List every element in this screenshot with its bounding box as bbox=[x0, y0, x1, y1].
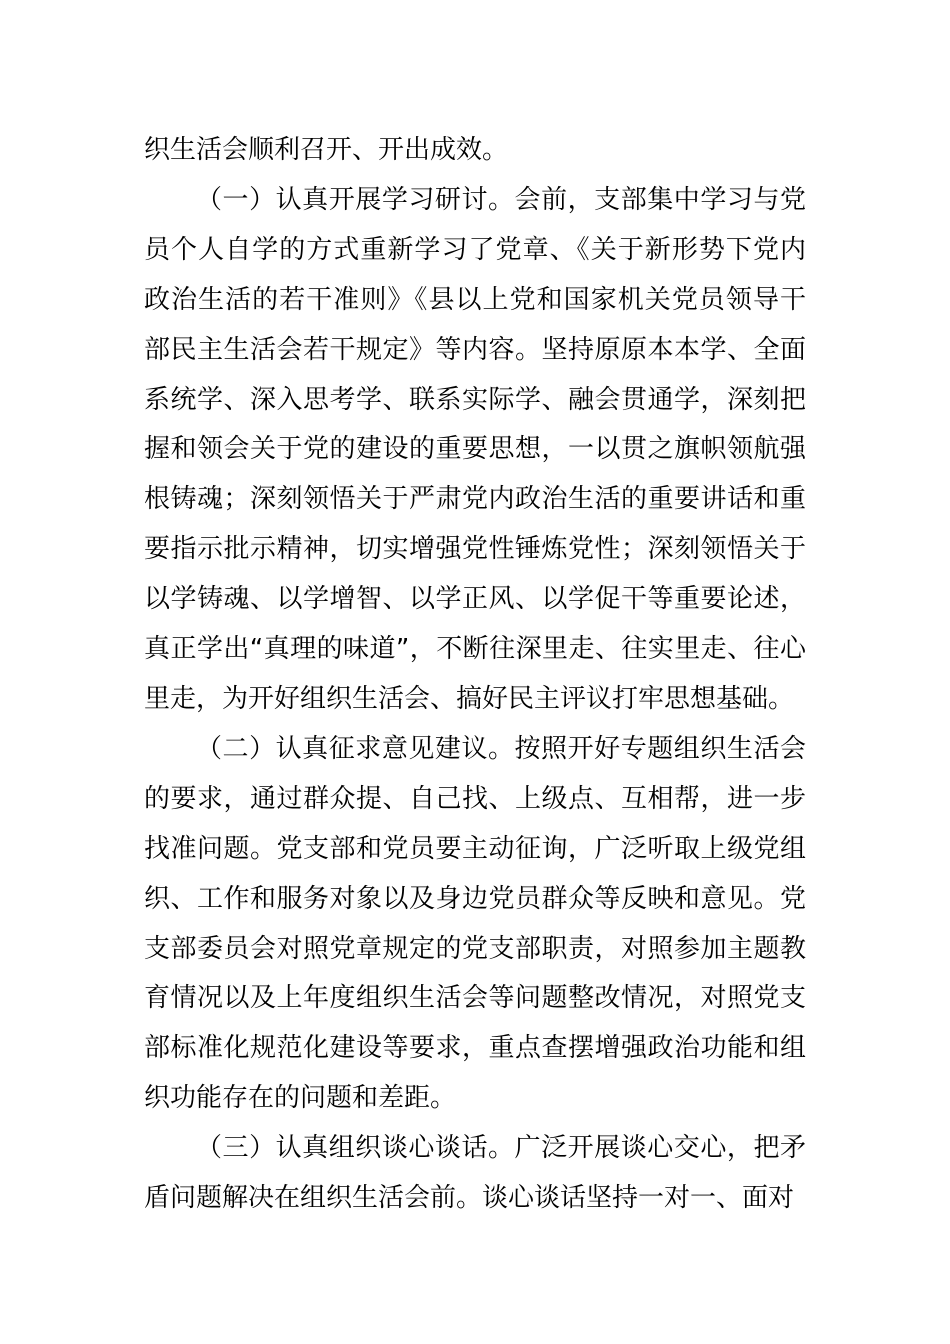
document-body bbox=[144, 126, 806, 1224]
paragraph-heart-to-heart-talks: （三）认真组织谈心谈话。广泛开展谈心交心，把矛盾问题解决在组织生活会前。谈心谈话坚持一对一、面对 bbox=[144, 1133, 806, 1214]
paragraph-solicit-opinions: （二）认真征求意见建议。按照开好专题组织生活会的要求，通过群众提、自己找、上级点、互相帮，进一步找准问题。党支部和党员要主动征询，广泛听取上级党组织、工作和服务对象以及身边党员群众等反映和意见。党支部委员会对照党章规定的党支部职责，对照参加主题教育情况以及上年度组织生活会等问题整改情况，对照党支部标准化规范化建设等要求，重点查摆增强政治功能和组织功能存在的问题和差距。 bbox=[144, 733, 806, 1114]
paragraph-study-discussion: （一）认真开展学习研讨。会前，支部集中学习与党员个人自学的方式重新学习了党章、《关于新形势下党内政治生活的若干准则》《县以上党和国家机关党员领导干部民主生活会若干规定》等内容。坚持原原本本学、全面系统学、深入思考学、联系实际学、融会贯通学，深刻把握和领会关于党的建设的重要思想，一以贯之旗帜领航强根铸魂；深刻领悟关于严肃党内政治生活的重要讲话和重要指示批示精神，切实增强党性锤炼党性；深刻领悟关于以学铸魂、以学增智、以学正风、以学促干等重要论述，真正学出“真理的味道”，不断往深里走、往实里走、往心里走，为开好组织生活会、搞好民主评议打牢思想基础。 bbox=[144, 184, 806, 714]
paragraph-continuation: 织生活会顺利召开、开出成效。 bbox=[144, 135, 509, 165]
